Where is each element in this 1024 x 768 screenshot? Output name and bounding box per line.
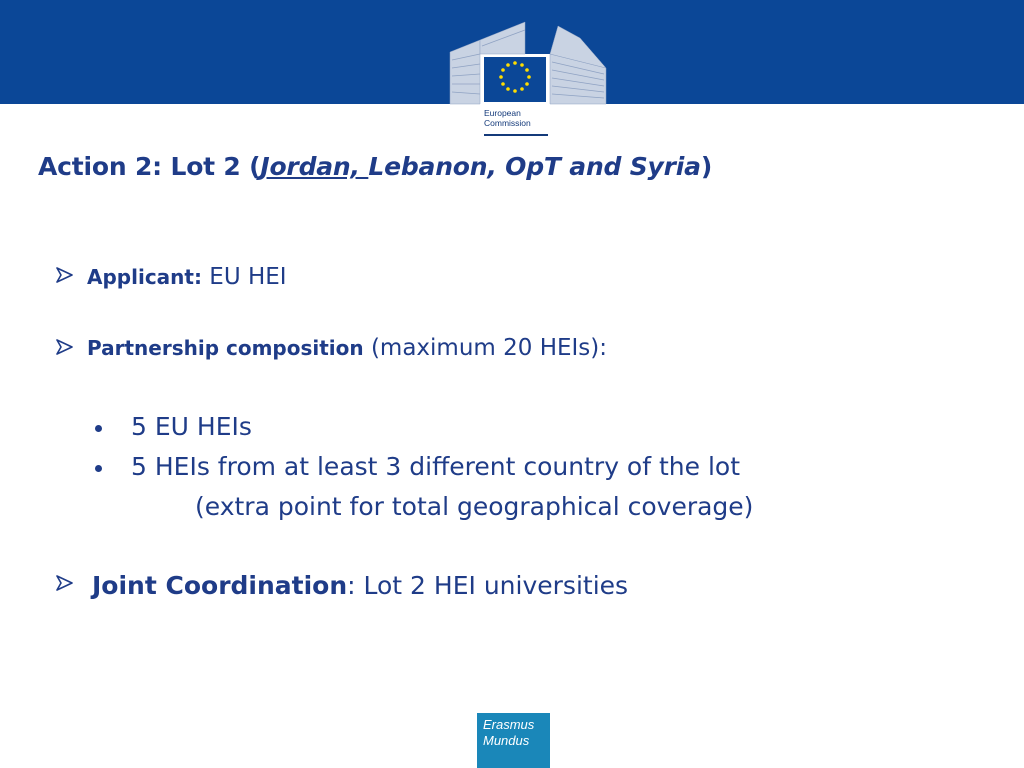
erasmus-logo-line-1: Erasmus: [483, 717, 535, 732]
sub-bullet-item: 5 HEIs from at least 3 different country of the lot: [131, 452, 740, 481]
partnership-value: (maximum 20 HEIs):: [363, 335, 608, 361]
arrow-bullet-icon: [56, 574, 74, 592]
european-commission-wordmark: [484, 108, 531, 128]
applicant-label: Applicant:: [87, 265, 202, 289]
arrow-bullet-icon: [56, 338, 74, 356]
applicant-item: [87, 264, 287, 290]
logo-line-2: Commission: [484, 118, 531, 128]
joint-coordination-item: [92, 571, 628, 600]
title-suffix: ): [700, 152, 713, 181]
title-countries: Lebanon, OpT and Syria: [368, 152, 701, 181]
logo-line-1: European: [484, 108, 521, 118]
bullet-dot-icon: [95, 425, 102, 432]
page-title: [38, 152, 712, 181]
bullet-dot-icon: [95, 465, 102, 472]
applicant-value: EU HEI: [201, 264, 287, 290]
sub-bullet-item: 5 EU HEIs: [131, 412, 252, 441]
arrow-bullet-icon: [56, 266, 74, 284]
sub-bullet-note: (extra point for total geographical coverage): [195, 492, 754, 521]
partnership-item: [87, 335, 607, 361]
partnership-label: Partnership composition: [87, 336, 364, 360]
erasmus-logo-line-2: Mundus: [483, 733, 530, 748]
joint-coordination-value: : Lot 2 HEI universities: [347, 571, 629, 600]
joint-coordination-label: Joint Coordination: [92, 571, 348, 600]
logo-underline: [484, 134, 548, 136]
erasmus-mundus-logo: [477, 713, 550, 768]
title-prefix: Action 2: Lot 2 (: [38, 152, 261, 181]
title-country-jordan: Jordan,: [260, 152, 369, 181]
